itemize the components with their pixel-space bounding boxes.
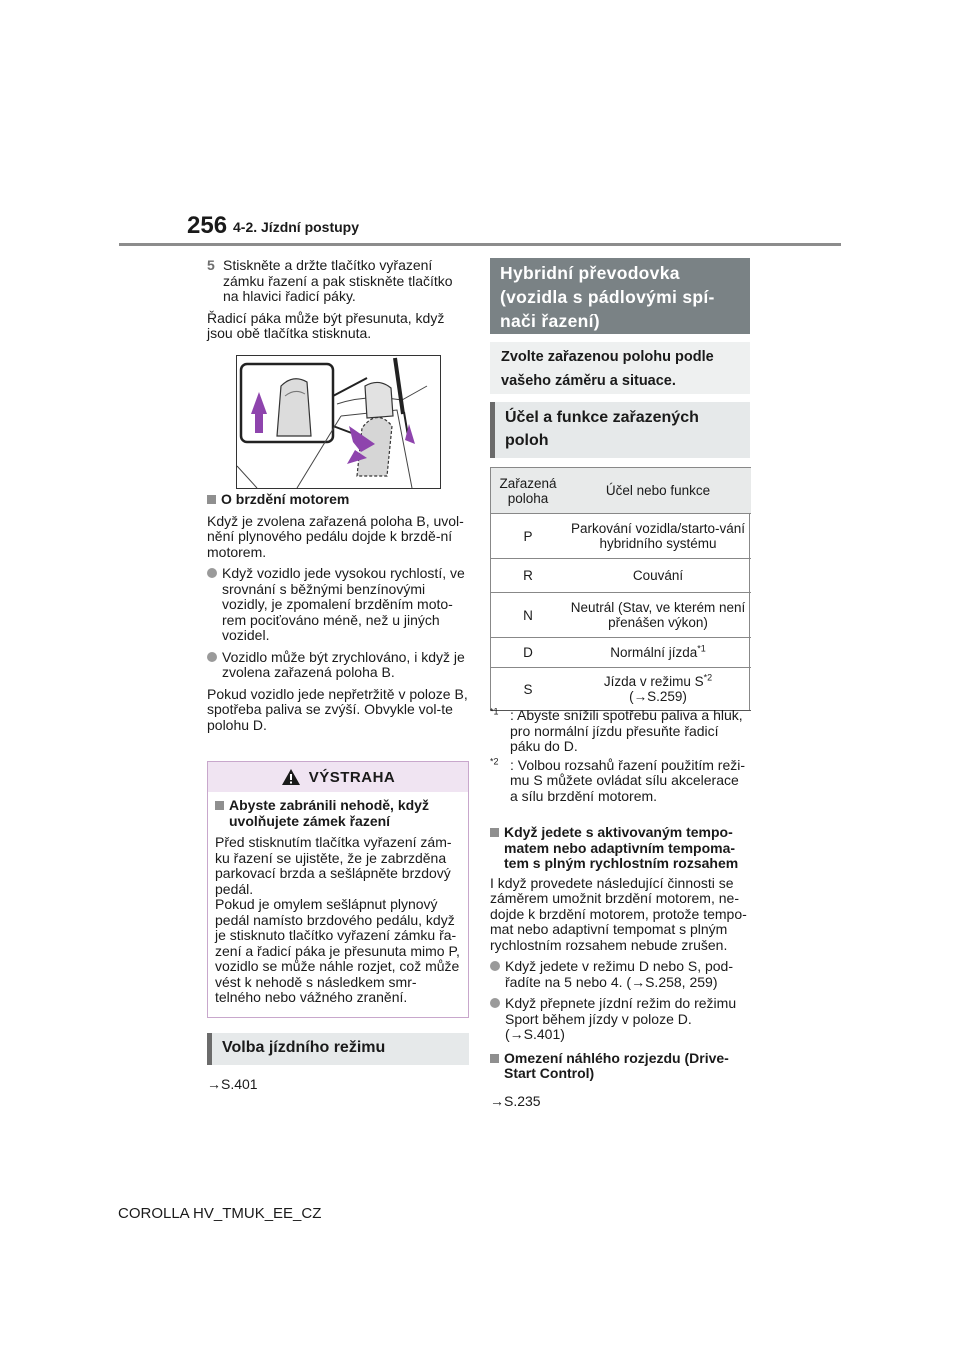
footnote-2: $^{*2}$ : Volbou rozsahů řazení použitím reži-mu S můžete ovládat sílu akcelerace a sílu brzdění motorem. bbox=[490, 755, 746, 804]
footnotes bbox=[490, 708, 750, 804]
round-bullet-icon bbox=[207, 652, 217, 662]
positions-table-grid bbox=[491, 467, 751, 711]
warning-subtitle: Abyste zabránili nehodě, když uvolňujete zámek řazení bbox=[215, 798, 461, 829]
table-row bbox=[491, 514, 751, 559]
engine-brake-intro: Když je zvolena zařazená poloha B, uvol-nění plynového pedálu dojde k brzdě-ní motorem. bbox=[207, 512, 464, 560]
table-row bbox=[491, 668, 751, 711]
square-bullet-icon bbox=[207, 495, 216, 504]
footnote-mark: *2 bbox=[703, 672, 713, 683]
position-cell: R bbox=[491, 559, 565, 593]
step-note: Řadicí páka může být přesunuta, když jsou obě tlačítka stisknuta. bbox=[207, 309, 445, 341]
header-divider bbox=[119, 243, 841, 246]
shift-lever-drawing bbox=[237, 356, 440, 488]
hybrid-transmission-heading: Hybridní převodovka (vozidla s pádlovými spí-nači řazení) bbox=[490, 258, 750, 334]
page-ref-link[interactable]: (→S.259) bbox=[629, 689, 687, 704]
function-cell: Couvání bbox=[565, 559, 751, 593]
engine-brake-section bbox=[207, 492, 469, 733]
square-bullet-icon bbox=[490, 828, 499, 837]
round-bullet-icon bbox=[490, 961, 500, 971]
warning-header bbox=[208, 762, 468, 792]
chapter-title: 4-2. Jízdní postupy bbox=[233, 219, 360, 235]
page-number: 256 bbox=[187, 212, 228, 239]
cruise-section bbox=[490, 825, 750, 1109]
step-5 bbox=[207, 258, 469, 305]
warning-body bbox=[208, 792, 468, 1010]
drive-start-title: Omezení náhlého rozjezdu (Drive-Start Control) bbox=[490, 1051, 750, 1082]
round-bullet-icon bbox=[490, 998, 500, 1008]
warning-text-2: Pokud je omylem sešlápnut plynový pedál namísto brzdového pedálu, když je stisknuto tlačítko vyřazení zámku řa-zení a řadicí páka je přesunuta mimo P, vozidlo se může náhle rozjet, což může vést k nehodě s následkem smr-telného nebo vážného zranění. bbox=[215, 896, 460, 1005]
column-header: Zařazená poloha bbox=[491, 468, 565, 514]
drive-mode-heading: Volba jízdního režimu bbox=[207, 1033, 469, 1065]
step-block bbox=[207, 258, 469, 342]
purpose-heading: Účel a funkce zařazených poloh bbox=[490, 402, 750, 458]
function-cell: Normální jízda$^{*1}$ bbox=[565, 638, 751, 668]
position-cell: N bbox=[491, 593, 565, 638]
warning-text-1: Před stisknutím tlačítka vyřazení zám-ku řazení se ujistěte, že je zabrzděna parkovací brzda a sešlápněte brzdový pedál. bbox=[215, 834, 452, 897]
footnote-mark: *1 bbox=[490, 706, 499, 717]
step-number: 5 bbox=[207, 257, 215, 273]
cruise-intro: I když provedete následující činnosti se záměrem umožnit brzdění motorem, ne-dojde k brzdění motorem, protože tempo-mat nebo adaptivní tempomat s plným rychlostním rozsahem nebude zrušen. bbox=[490, 874, 747, 953]
position-cell: D bbox=[491, 638, 565, 668]
warning-box bbox=[207, 761, 469, 1018]
list-item: Když vozidlo jede vysokou rychlostí, ve srovnání s běžnými benzínovými vozidly, je zpomalení brzděním moto-rem pociťováno méně, než u jiných vozidel. bbox=[207, 566, 469, 644]
function-cell: Neutrál (Stav, ve kterém není přenášen výkon) bbox=[565, 593, 751, 638]
square-bullet-icon bbox=[490, 1054, 499, 1063]
list-item: Vozidlo může být zrychlováno, i když je zvolena zařazená poloha B. bbox=[207, 650, 469, 681]
cruise-title: Když jedete s aktivovaným tempo-matem nebo adaptivním tempoma-tem s plným rychlostním rozsahem bbox=[490, 825, 750, 872]
footnote-mark: *2 bbox=[490, 755, 499, 766]
position-cell: P bbox=[491, 514, 565, 559]
list-item: Když jedete v režimu D nebo S, pod-řadíte na 5 nebo 4. (→S.258, 259) bbox=[490, 959, 750, 990]
column-header: Účel nebo funkce bbox=[565, 468, 751, 514]
table-row bbox=[491, 638, 751, 668]
footnote-1: $^{*1}$ : Abyste snížili spotřebu paliva a hluk, pro normální jízdu přesuňte řadicí páku do D. bbox=[490, 706, 743, 754]
position-cell: S bbox=[491, 668, 565, 711]
select-position-box: Zvolte zařazenou polohu podle vašeho záměru a situace. bbox=[490, 342, 750, 394]
list-item: Když přepnete jízdní režim do režimu Sport během jízdy v poloze D. (→S.401) bbox=[490, 996, 750, 1043]
footer-model-code: COROLLA HV_TMUK_EE_CZ bbox=[118, 1205, 322, 1222]
warning-triangle-icon bbox=[281, 768, 301, 786]
drive-start-ref[interactable]: →S.235 bbox=[490, 1092, 541, 1109]
shift-lever-illustration bbox=[236, 355, 441, 489]
function-cell: Parkování vozidla/starto-vání hybridního systému bbox=[565, 514, 751, 559]
table-row bbox=[491, 593, 751, 638]
table-row bbox=[491, 559, 751, 593]
drive-mode-ref[interactable]: →S.401 bbox=[207, 1076, 258, 1092]
positions-table bbox=[490, 467, 750, 711]
table-header-row bbox=[491, 468, 751, 514]
engine-brake-title: O brzdění motorem bbox=[207, 492, 469, 508]
warning-title: VÝSTRAHA bbox=[308, 768, 396, 786]
round-bullet-icon bbox=[207, 568, 217, 578]
square-bullet-icon bbox=[215, 801, 224, 810]
function-cell: Jízda v režimu $S^{*2}$ (→S.259) bbox=[565, 668, 751, 711]
engine-brake-outro: Pokud vozidlo jede nepřetržitě v poloze B, spotřeba paliva se zvýší. Obvykle vol-te polohu D. bbox=[207, 685, 468, 733]
step-text: Stiskněte a držte tlačítko vyřazení zámku řazení a pak stiskněte tlačítko na hlavici řadicí páky. bbox=[223, 257, 453, 304]
footnote-mark: *1 bbox=[697, 643, 706, 654]
